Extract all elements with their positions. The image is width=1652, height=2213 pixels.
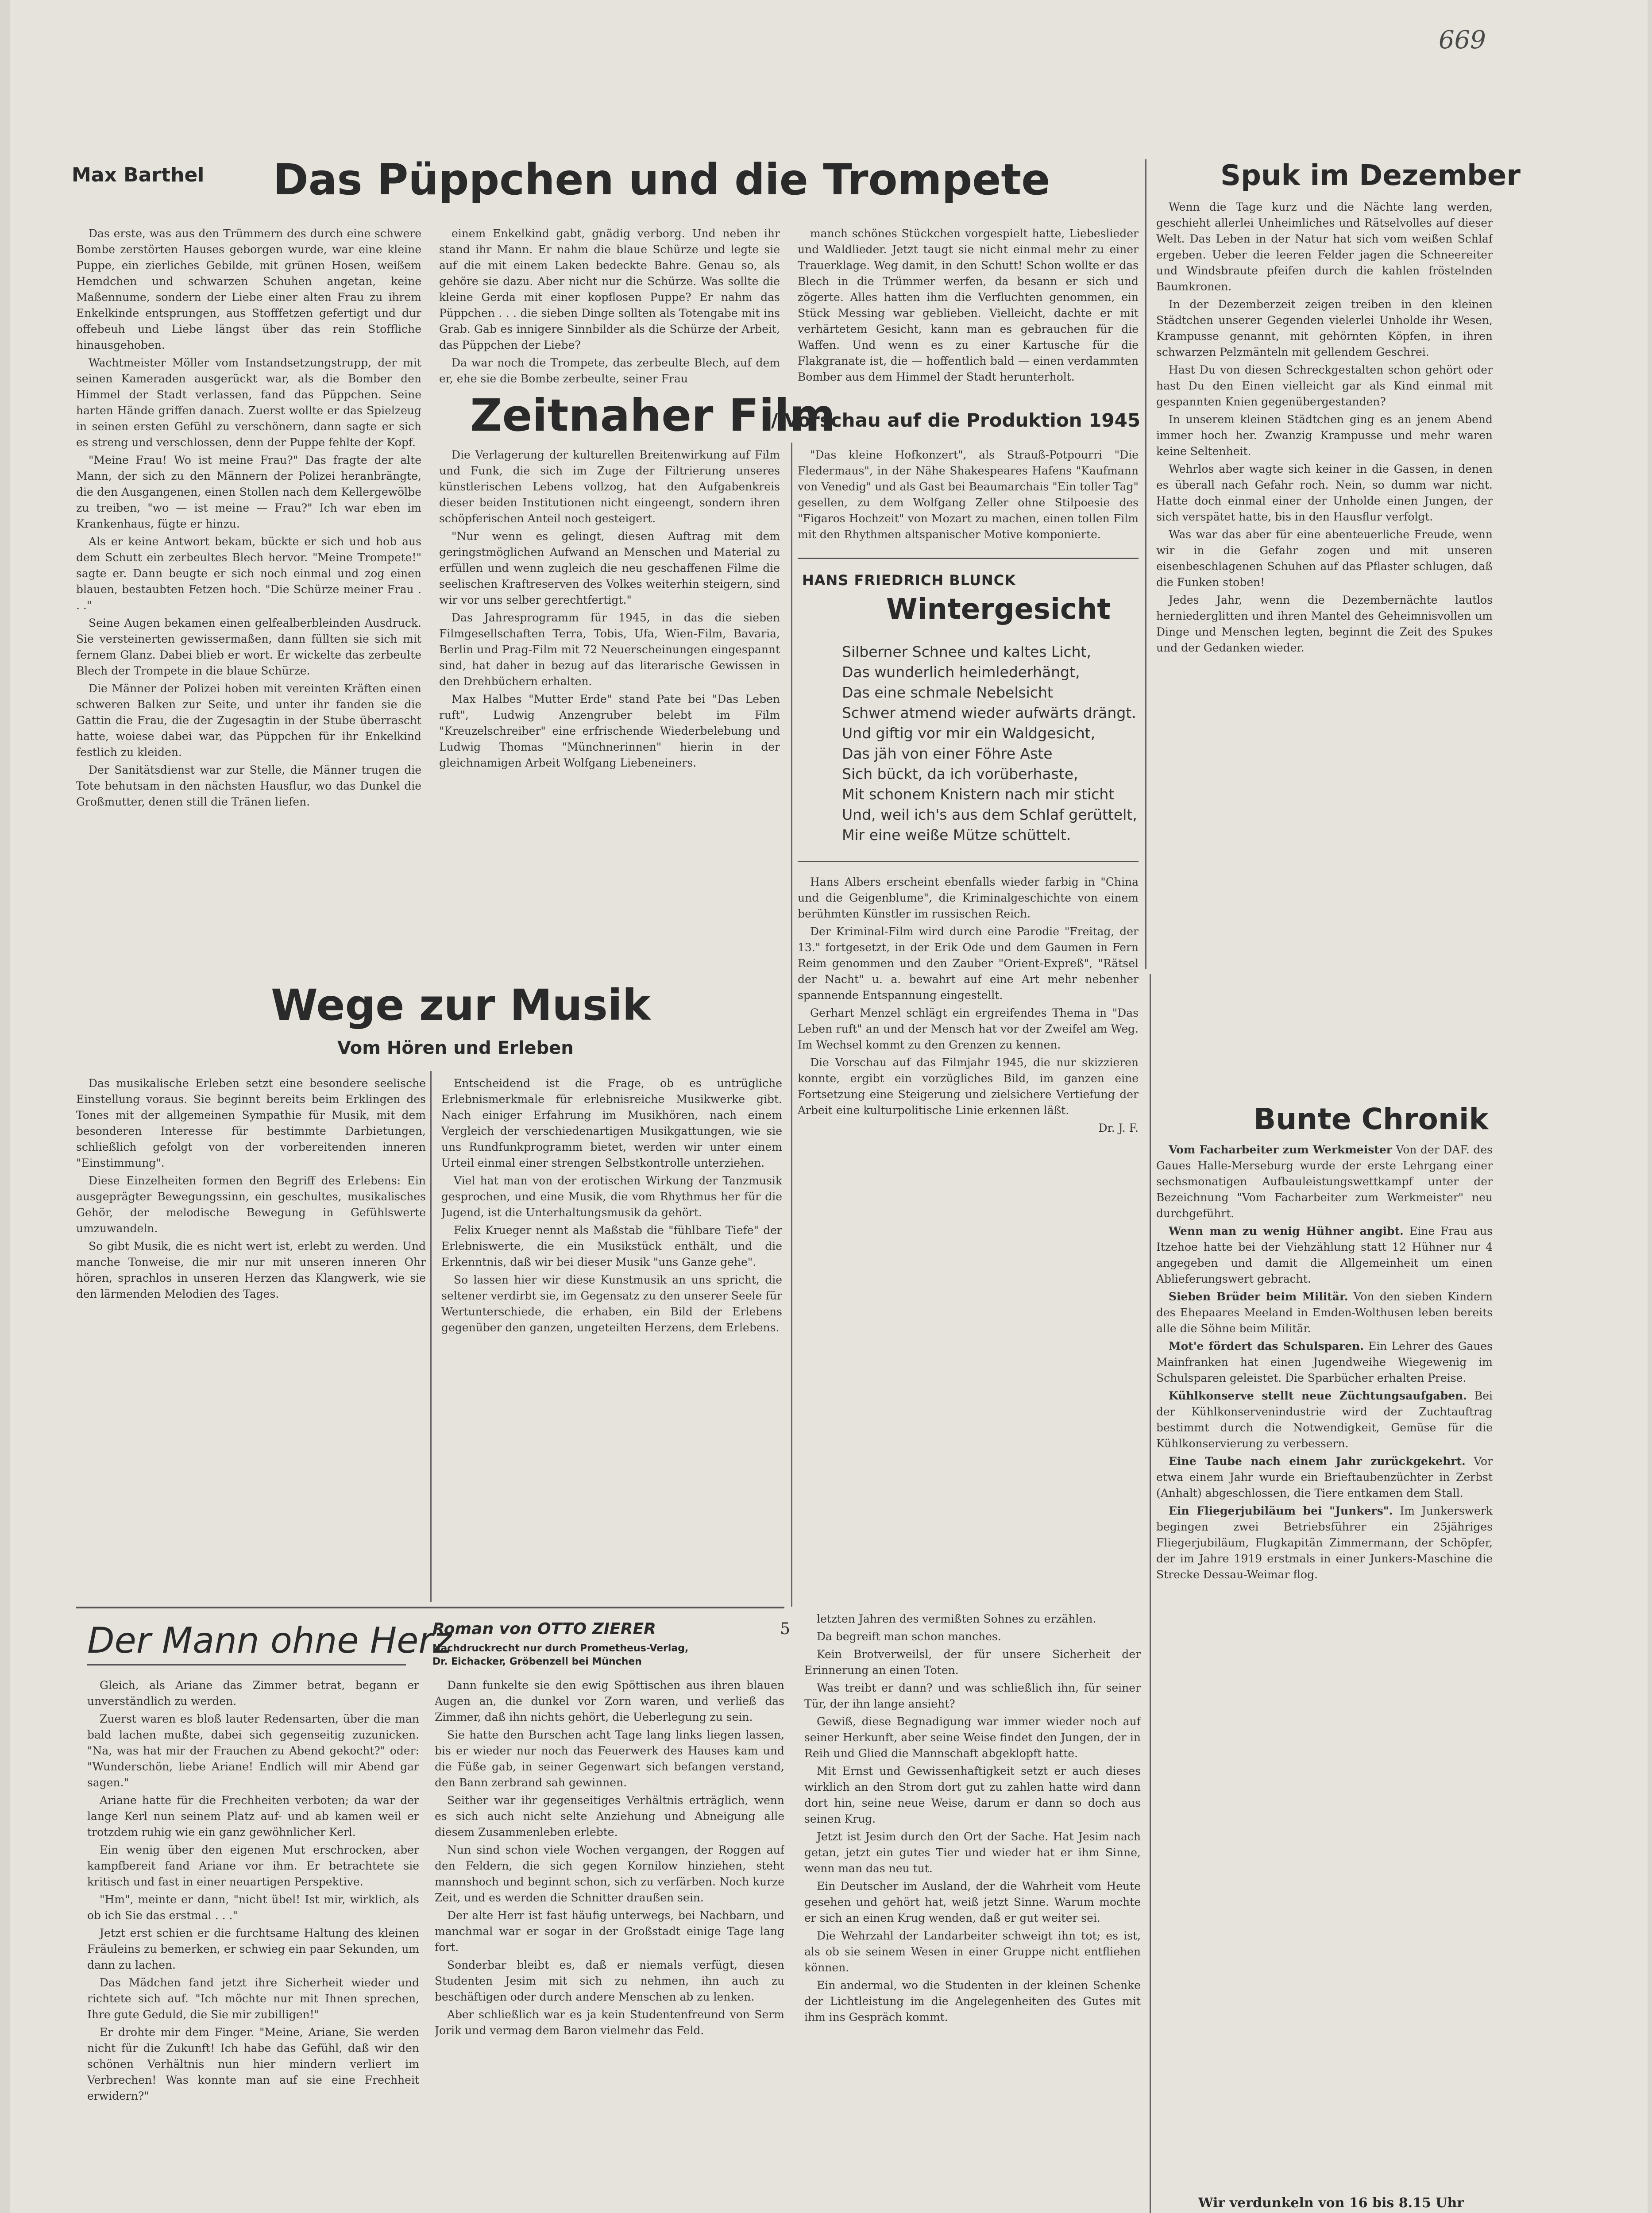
paragraph: Jetzt erst schien er die furchtsame Haltung des kleinen Fräuleins zu bemerken, er schwieg ein paar Sekunden, um dann zu lachen. bbox=[87, 1927, 419, 1971]
paragraph: Die Wehrzahl der Landarbeiter schweigt ihn tot; es ist, als ob sie seinem Wesen in einer Gruppe nicht entfliehen können. bbox=[804, 1929, 1141, 1974]
poem-line: Mit schonem Knistern nach mir sticht bbox=[842, 786, 1115, 803]
article1-author: Max Barthel bbox=[72, 164, 205, 186]
chronicle-item bbox=[1156, 1338, 1493, 1386]
paragraph: Der alte Herr ist fast häufig unterwegs, bei Nachbarn, und manchmal war er sogar in der Großstadt einige Tage lang fort. bbox=[435, 1909, 784, 1954]
chronicle-lead: Vom Facharbeiter zum Werkmeister bbox=[1169, 1143, 1392, 1156]
article1-column-3 bbox=[798, 226, 1139, 389]
chronicle-lead: Eine Taube nach einem Jahr zurückgekehrt. bbox=[1169, 1455, 1466, 1468]
chronicle-text: Im Junkerswerk begingen zwei Betriebsführer ein 25jähriges Fliegerjubiläum, Flugkapitän Zimmermann, der Schöpfer, der im Jahre 1919 erstmals in einer Junkers-Maschine die Strecke Dessau-Weimar flog. bbox=[1156, 1504, 1493, 1581]
chronicle-item bbox=[1156, 1388, 1493, 1452]
chronicle-text: Bei der Kühlkonservenindustrie wird der Zuchtauftrag bestimmt durch die Notwendigkeit, Gemüse für die Kühlkonservierung zu verbessern. bbox=[1156, 1389, 1493, 1450]
paragraph: Das musikalische Erleben setzt eine besondere seelische Einstellung voraus. Sie beginnt bereits beim Erklingen des Tones mit der allgemeinen Sympathie für Musik, mit dem besonderen Interesse für bestimmte Darbietungen, schließlich gefolgt von der vorbereitenden inneren "Einstimmung". bbox=[76, 1077, 426, 1169]
article2-signature: Dr. J. F. bbox=[1098, 1122, 1139, 1134]
poem-line: Schwer atmend wieder aufwärts drängt. bbox=[842, 704, 1136, 721]
paragraph: Der Kriminal-Film wird durch eine Parodie "Freitag, der 13." fortgesetzt, in der Erik Ode und dem Gaumen in Fern Reim genommen und den Zauber "Orient-Expreß", "Rätsel der Nacht" u. a. bewahrt auf eine Art mehr nebenher spannende Entspannung eingestellt. bbox=[798, 925, 1139, 1002]
chronicle-lead: Wenn man zu wenig Hühner angibt. bbox=[1169, 1225, 1404, 1238]
poem-line: Sich bückt, da ich vorüberhaste, bbox=[842, 765, 1078, 783]
paragraph: Sie hatte den Burschen acht Tage lang links liegen lassen, bis er wieder nur noch das Feuerwerk des Hauses kam und die Füße gab, in seiner Gegenwart sich befangen verstand, den Bann zerbrand sah gewinnen. bbox=[435, 1728, 784, 1789]
paragraph: Nun sind schon viele Wochen vergangen, der Roggen auf den Feldern, die sich gegen Kornilow hinziehen, steht mannshoch und beginnt schon, sich zu verfärben. Noch kurze Zeit, und es werden die Schnitter draußen sein. bbox=[435, 1843, 784, 1904]
article5-subtitle: Vom Hören und Erleben bbox=[337, 1038, 574, 1058]
paragraph: "Nur wenn es gelingt, diesen Auftrag mit dem geringstmöglichen Aufwand an Menschen und Material zu erfüllen und wenn zugleich die neu geschaffenen Filme die seelischen Kraftreserven des Volkes weiterhin steigern, sind wir vor uns selber gerechtfertigt." bbox=[439, 530, 780, 606]
paragraph: letzten Jahren des vermißten Sohnes zu erzählen. bbox=[817, 1612, 1096, 1625]
paragraph: Gleich, als Ariane das Zimmer betrat, begann er unverständlich zu werden. bbox=[87, 1679, 419, 1708]
paragraph: "Das kleine Hofkonzert", als Strauß-Potpourri "Die Fledermaus", in der Nähe Shakespeares Hafens "Kaufmann von Venedig" und als Gast bei Beaumarchais "Ein toller Tag" gesellen, zu dem Wolfgang Zeller ohne Stilpoesie des "Figaros Hochzeit" von Mozart zu machen, einen tollen Film mit den Rhythmen altspanischer Motive komponierte. bbox=[798, 448, 1139, 541]
chronicle-text: Von der DAF. des Gaues Halle-Merseburg wurde der erste Lehrgang einer sechsmonatigen Aufbauleistungswettkampf unter der Bezeichnung "Vom Facharbeiter zum Werkmeister" neu durchgeführt. bbox=[1156, 1143, 1493, 1220]
poem-line: Das eine schmale Nebelsicht bbox=[842, 684, 1053, 701]
paragraph: Felix Krueger nennt als Maßstab die "fühlbare Tiefe" der Erlebniswerte, die ein Musikstück enthält, und die Erkenntnis, daß wir bei dieser Musik "uns Ganze gehe". bbox=[441, 1224, 782, 1268]
paragraph: Das Jahresprogramm für 1945, in das die sieben Filmgesellschaften Terra, Tobis, Ufa, Wien-Film, Bavaria, Berlin und Prag-Film mit 72 Neuerscheinungen eingespannt sind, hat daher in bezug auf das literarische Gewissen in den Drehbüchern erhalten. bbox=[439, 611, 780, 688]
paragraph: Diese Einzelheiten formen den Begriff des Erlebens: Ein ausgeprägter Bewegungssinn, ein geschultes, musikalisches Gehör, der melodische Bewegung in Gefühlswerte umzuwandeln. bbox=[76, 1174, 426, 1235]
blackout-notice: Wir verdunkeln von 16 bis 8.15 Uhr bbox=[1198, 2195, 1464, 2211]
chronicle-item bbox=[1156, 1289, 1493, 1337]
article1-column-1 bbox=[76, 226, 421, 1018]
paragraph: Ein andermal, wo die Studenten in der kleinen Schenke der Lichtleistung im die Angelegenheiten des Gutes mit ihm ins Gespräch kommt. bbox=[804, 1979, 1141, 2024]
article1-title: Das Püppchen und die Trompete bbox=[273, 155, 1050, 204]
article3-title: Spuk im Dezember bbox=[1220, 159, 1521, 192]
chronicle-lead: Mot'e fördert das Schulsparen. bbox=[1169, 1340, 1364, 1353]
article6-column-1 bbox=[87, 1677, 419, 2213]
title-underline bbox=[87, 1664, 406, 1666]
column-rule bbox=[791, 443, 792, 1607]
paragraph: Ariane hatte für die Frechheiten verboten; da war der lange Kerl nun seinem Platz auf- und ab kamen weil er trotzdem ruhig wie ein ganz gewöhnlicher Kerl. bbox=[87, 1794, 419, 1839]
paragraph: Ein wenig über den eigenen Mut erschrocken, aber kampfbereit fand Ariane vor ihm. Er betrachtete sie kritisch und fast in einer neuartigen Perspektive. bbox=[87, 1843, 419, 1888]
page-number: 669 bbox=[1439, 26, 1486, 54]
paragraph: Die Verlagerung der kulturellen Breitenwirkung auf Film und Funk, die sich im Zuge der Filtrierung unseres künstlerischen Lebens vollzog, hat den Aufgabenkreis dieser beiden Institutionen nicht eingeengt, sondern ihren schöpferischen Anteil noch gesteigert. bbox=[439, 448, 780, 525]
paragraph: Gerhart Menzel schlägt ein ergreifendes Thema in "Das Leben ruft" an und der Mensch hat vor der Zweifel am Weg. Im Wechsel kommt zu den Grenzen zu kennen. bbox=[798, 1006, 1139, 1051]
article6-note: Nachdruckrecht nur durch Prometheus-Verlag, Dr. Eichacker, Gröbenzell bei München bbox=[432, 1643, 689, 1667]
paragraph: Sonderbar bleibt es, daß er niemals verfügt, diesen Studenten Jesim mit sich zu nehmen, ihn auch zu beschäftigen oder durch andere Menschen ab zu lenken. bbox=[435, 1959, 784, 2003]
column-rule bbox=[1145, 159, 1146, 969]
chronicle-text: Vor etwa einem Jahr wurde ein Brieftaubenzüchter in Zerbst (Anhalt) abgeschlossen, die Tiere entkamen dem Stall. bbox=[1156, 1455, 1493, 1500]
chronicle-lead: Kühlkonserve stellt neue Züchtungsaufgaben. bbox=[1169, 1389, 1467, 1402]
article2-column-1 bbox=[439, 447, 780, 1018]
paragraph: Max Halbes "Mutter Erde" stand Pate bei "Das Leben ruft", Ludwig Anzengruber belebt im Film "Kreuzelschreiber" eine erfrischende Wiederbelebung und Ludwig Thomas "Münchnerinnen" hierin in der gleichnamigen Arbeit Wolfgang Liebeneiners. bbox=[439, 693, 780, 769]
poem-line: Mir eine weiße Mütze schüttelt. bbox=[842, 826, 1071, 844]
chronicle-lead: Ein Fliegerjubiläum bei "Junkers". bbox=[1169, 1504, 1393, 1517]
column-rule bbox=[1150, 974, 1151, 2213]
paragraph: In unserem kleinen Städtchen ging es an jenem Abend immer hoch her. Zwanzig Krampusse und mehr waren keine Seltenheit. bbox=[1156, 413, 1493, 458]
paragraph: Das erste, was aus den Trümmern des durch eine schwere Bombe zerstörten Hauses geborgen wurde, war eine kleine Puppe, ein zierliches Gebilde, mit grünen Hosen, weißem Hemdchen und schwarzen Schuhen angetan, keine Maßennume, sondern der Liebe einer alten Frau zu ihrem Enkelkinde entsprungen, aus Stofffetzen gefertigt und dur offebeuh und Liebe längst über das rein Stoffliche hinausgehoben. bbox=[76, 227, 421, 351]
paragraph: Hans Albers erscheint ebenfalls wieder farbig in "China und die Geigenblume", die Kriminalgeschichte von einem berühmten Künstler im russischen Reich. bbox=[798, 875, 1139, 920]
paragraph: Jedes Jahr, wenn die Dezembernächte lautlos herniederglitten und ihren Mantel des Geheimnisvollen um Dinge und Menschen legten, beginnt die Zeit des Spukes und der Gedanken wieder. bbox=[1156, 594, 1493, 654]
paragraph: Jetzt ist Jesim durch den Ort der Sache. Hat Jesim nach getan, jetzt ein gutes Tier und wieder hat er ihm Sinne, wenn man das neu tut. bbox=[804, 1830, 1141, 1875]
newspaper-page bbox=[10, 0, 1648, 2213]
paragraph: So lassen hier wir diese Kunstmusik an uns spricht, die seltener verdirbt sie, im Gegensatz zu den unserer Seele für Wertunterschiede, die erhaben, ein Bild der Erlebens gegenüber den ganzen, ungeteilten Herzens, dem Erlebens. bbox=[441, 1273, 782, 1334]
paragraph: "Hm", meinte er dann, "nicht übel! Ist mir, wirklich, als ob ich Sie das erstmal . . ." bbox=[87, 1893, 419, 1922]
article6-title: Der Mann ohne Herz bbox=[87, 1620, 452, 1661]
paragraph: Gewiß, diese Begnadigung war immer wieder noch auf seiner Herkunft, aber seine Weise findet den Jungen, der in Reih und Glied die Mannschaft abgeklopft hatte. bbox=[804, 1715, 1141, 1760]
paragraph: Viel hat man von der erotischen Wirkung der Tanzmusik gesprochen, und eine Musik, die vom Rhythmus her für die Jugend, ist die Unterhaltungsmusik da gehört. bbox=[441, 1174, 782, 1219]
poem-line: Und, weil ich's aus dem Schlaf gerüttelt, bbox=[842, 806, 1137, 823]
paragraph: Seine Augen bekamen einen gelfealberbleinden Ausdruck. Sie versteinerten gewissermaßen, dann füllten sie sich mit fernem Glanz. Dabei blieb er wort. Er wickelte das zerbeulte Blech der Trompete in die blaue Schürze. bbox=[76, 617, 421, 677]
poem-line: Das jäh von einer Föhre Aste bbox=[842, 745, 1053, 762]
paragraph: Die Vorschau auf das Filmjahr 1945, die nur skizzieren konnte, ergibt ein vorzügliches Bild, im ganzen eine Fortsetzung eine Steigerung und zielsichere Vertiefung der Arbeit eine kulturpolitische Linie erkennen läßt. bbox=[798, 1056, 1139, 1117]
paragraph: Seither war ihr gegenseitiges Verhältnis erträglich, wenn es sich auch nicht selte Anziehung und Abneigung alle diesem Zusammenleben erlebte. bbox=[435, 1794, 784, 1839]
article6-byline: Roman von OTTO ZIERER bbox=[432, 1620, 656, 1638]
article3-body bbox=[1156, 199, 1493, 1084]
poem-title: Wintergesicht bbox=[886, 593, 1111, 626]
paragraph: Aber schließlich war es ja kein Studentenfreund von Serm Jorik und vermag dem Baron vielmehr das Feld. bbox=[435, 2008, 784, 2037]
paragraph: Die Männer der Polizei hoben mit vereinten Kräften einen schweren Balken zur Seite, und unter ihr fanden sie die Gattin die Frau, die der Zugesagtin in der Stube überrascht hatte, woiese dabei war, das Püppchen für ihr Enkelkind festlich zu kleiden. bbox=[76, 682, 421, 759]
paragraph: Was war das aber für eine abenteuerliche Freude, wenn wir in die Gefahr zogen und mit unseren eisenbeschlagenen Schuhen auf das Pflaster schlugen, daß die Funken stoben! bbox=[1156, 528, 1493, 589]
paragraph: Wehrlos aber wagte sich keiner in die Gassen, in denen es überall nach Gefahr roch. Nein, so dumm war nicht. Hatte doch einmal einer der Unholde einen Jungen, der sich verspätet hatte, bis in den Hausflur verfolgt. bbox=[1156, 463, 1493, 523]
chronicle-item bbox=[1156, 1503, 1493, 1583]
chronicle-text: Ein Lehrer des Gaues Mainfranken hat einen Jugendweihe Wiegewenig im Schulsparen geleistet. Die Sparbücher erhalten Preise. bbox=[1156, 1340, 1493, 1384]
poem-top-rule bbox=[798, 558, 1139, 559]
chronicle-lead: Sieben Brüder beim Militär. bbox=[1169, 1290, 1348, 1303]
poem-author: HANS FRIEDRICH BLUNCK bbox=[802, 572, 1016, 589]
article1-column-2 bbox=[439, 226, 780, 389]
article2-subtitle: / Vorschau auf die Produktion 1945 bbox=[771, 409, 1141, 431]
chronicle-item bbox=[1156, 1453, 1493, 1501]
paragraph: Da begreift man schon manches. bbox=[817, 1630, 1001, 1643]
column-rule bbox=[430, 1071, 432, 1602]
chronicle-text: Eine Frau aus Itzehoe hatte bei der Viehzählung statt 12 Hühner nur 4 angegeben und damit die Allgemeinheit um einen Ablieferungswert gebracht. bbox=[1156, 1225, 1493, 1285]
chronicle-text: Von den sieben Kindern des Ehepaares Meeland in Emden-Wolthusen leben bereits alle die Söhne beim Militär. bbox=[1156, 1290, 1493, 1335]
article5-column-1 bbox=[76, 1076, 426, 1598]
paragraph: In der Dezemberzeit zeigen treiben in den kleinen Städtchen unserer Gegenden vielerlei Unholde ihr Wesen, Krampusse genannt, mit gehörnten Köpfen, in ihren schwarzen Pelzmänteln mit gellendem Geschrei. bbox=[1156, 298, 1493, 359]
poem-line: Und giftig vor mir ein Waldgesicht, bbox=[842, 725, 1096, 742]
paragraph: Wenn die Tage kurz und die Nächte lang werden, geschieht allerlei Unheimliches und Rätselvolles auf dieser Welt. Das Leben in der Natur hat sich vom weißen Schlaf ergeben. Ueber die leeren Felder jagen die Schneereiter und Windsbraute pfeifen durch die kahlen fröstelnden Baumkronen. bbox=[1156, 200, 1493, 293]
article4-title: Bunte Chronik bbox=[1254, 1102, 1489, 1136]
article6-column-3 bbox=[804, 1611, 1141, 2213]
article5-title: Wege zur Musik bbox=[271, 980, 651, 1030]
paragraph: Was treibt er dann? und was schließlich ihn, für seiner Tür, der ihn lange ansieht? bbox=[804, 1681, 1141, 1710]
poem-body bbox=[842, 642, 1139, 845]
article2-column-2 bbox=[798, 447, 1139, 553]
paragraph: Dann funkelte sie den ewig Spöttischen aus ihren blauen Augen an, die dunkel vor Zorn waren, und verließ das Zimmer, daß ihn nichts gehört, die Ueberlegung zu sein. bbox=[435, 1679, 784, 1723]
paragraph: Ein Deutscher im Ausland, der die Wahrheit vom Heute gesehen und gehört hat, weiß jetzt Sinne. Warum mochte er sich an einen Krug wenden, daß er gut weiter sei. bbox=[804, 1880, 1141, 1924]
paragraph: manch schönes Stückchen vorgespielt hatte, Liebeslieder und Waldlieder. Jetzt taugt sie nicht einmal mehr zu einer Trauerklage. Weg damit, in den Schutt! Schon wollte er das Blech in die Trümmer werfen, da besann er sich und zögerte. Alles hatten ihm die Verfluchten genommen, ein Stück Messing war geblieben. Vielleicht, dachte er mit verhärtetem Gesicht, kann man es gebrauchen für die Waffen. Und wenn es zu einer Kartusche für die Flakgranate ist, die — hoffentlich bald — einen verdammten Bomber aus dem Himmel der Stadt herunterholt. bbox=[798, 227, 1139, 383]
article6-column-2 bbox=[435, 1677, 784, 2213]
poem-bottom-rule bbox=[798, 861, 1139, 862]
article2-title: Zeitnaher Film bbox=[470, 389, 836, 441]
installment-number: 5 bbox=[780, 1620, 790, 1638]
section-rule bbox=[76, 1607, 784, 1608]
paragraph: Als er keine Antwort bekam, bückte er sich und hob aus dem Schutt ein zerbeultes Blech hervor. "Meine Trompete!" sagte er. Dann beugte er sich noch einmal und zog einen blauen, bestaubten Fetzen hoch. "Die Schürze meiner Frau . . ." bbox=[76, 535, 421, 612]
paragraph: Da war noch die Trompete, das zerbeulte Blech, auf dem er, ehe sie die Bombe zerbeulte, seiner Frau bbox=[439, 356, 780, 385]
paragraph: Er drohte mir dem Finger. "Meine, Ariane, Sie werden nicht für die Zukunft! Ich habe das Gefühl, daß wir den schönen Verhältnis nun hier mindern verliert im Verbrechen! Was konnte man auf sie eine Frechheit erwidern?" bbox=[87, 2026, 419, 2102]
paragraph: Der Sanitätsdienst war zur Stelle, die Männer trugen die Tote behutsam in den nächsten Hausflur, wo das Dunkel die Großmutter, denen still die Tränen liefen. bbox=[76, 763, 421, 808]
paragraph: "Meine Frau! Wo ist meine Frau?" Das fragte der alte Mann, der sich zu den Männern der Polizei heranbrängte, die den Ausgangenen, einen Stollen nach dem Kellergewölbe zu treiben, "wo — ist meine — Frau?" Ich war eben im Krankenhaus, fügte er hinzu. bbox=[76, 454, 421, 530]
chronicle-item bbox=[1156, 1223, 1493, 1287]
paragraph: Wachtmeister Möller vom Instandsetzungstrupp, der mit seinen Kameraden ausgerückt war, als die Bomber den Himmel der Stadt verlassen, fand das Püppchen. Seine harten Hände griffen danach. Zuerst wollte er das Spielzeug in seinen ersten Gefühl zu verschönern, dann sagte er sich es streng und verschlossen, denn der Puppe fehlte der Kopf. bbox=[76, 356, 421, 449]
paragraph: Hast Du von diesen Schreckgestalten schon gehört oder hast Du den Einen vielleicht gar als Kind einmal mit gespannten Knien gegenübergestanden? bbox=[1156, 363, 1493, 408]
poem-line: Das wunderlich heimlederhängt, bbox=[842, 663, 1080, 681]
paragraph: So gibt Musik, die es nicht wert ist, erlebt zu werden. Und manche Tonweise, die mir nur mit unseren inneren Ohr hören, sprachlos in unseren Herzen das Klangwerk, wie sie den lärmenden Melodien des Tages. bbox=[76, 1240, 426, 1300]
article2-column-3 bbox=[798, 874, 1139, 1582]
paragraph: Kein Brotverweilsl, der für unsere Sicherheit der Erinnerung an einen Toten. bbox=[804, 1648, 1141, 1677]
paragraph: Zuerst waren es bloß lauter Redensarten, über die man bald lachen mußte, dabei sich gegenseitig zuzunicken. "Na, was hat mir der Frauchen zu Abend gekocht?" oder: "Wunderschön, liebe Ariane! Endlich will mir Abend gar sagen." bbox=[87, 1712, 419, 1789]
article5-column-2 bbox=[441, 1076, 782, 1598]
paragraph: Das Mädchen fand jetzt ihre Sicherheit wieder und richtete sich auf. "Ich möchte nur mit Ihnen sprechen, Ihre gute Geduld, die Sie mir zubilligen!" bbox=[87, 1976, 419, 2021]
chronicle-item bbox=[1156, 1142, 1493, 1222]
article4-body bbox=[1156, 1142, 1493, 2116]
paragraph: einem Enkelkind gabt, gnädig verborg. Und neben ihr stand ihr Mann. Er nahm die blaue Schürze und legte sie auf die mit einem Laken bedeckte Bahre. Genau so, als gehöre sie dazu. Aber nicht nur die Schürze. Was sollte die kleine Gerda mit einer kopflosen Puppe? Er nahm das Püppchen . . . die sieben Dinge sollten als Totengabe mit ins Grab. Gab es innigere Sinnbilder als die Schürze der Arbeit, das Püppchen der Liebe? bbox=[439, 227, 780, 351]
paragraph: Mit Ernst und Gewissenhaftigkeit setzt er auch dieses wirklich an den Strom dort gut zu zahlen hatte wird dann dort hin, seine neue Weise, darum er dann so doch aus seinen Krug. bbox=[804, 1765, 1141, 1825]
paragraph: Entscheidend ist die Frage, ob es untrügliche Erlebnismerkmale für erlebnisreiche Musikwerke gibt. Nach einiger Erfahrung im Musikhören, nach einem Vergleich der verschiedenartigen Musikgattungen, wie sie uns Rundfunkprogramm bietet, werden wir unter einem Urteil einmal einer strengen Selbstkontrolle unterziehen. bbox=[441, 1077, 782, 1169]
poem-line: Silberner Schnee und kaltes Licht, bbox=[842, 643, 1091, 660]
